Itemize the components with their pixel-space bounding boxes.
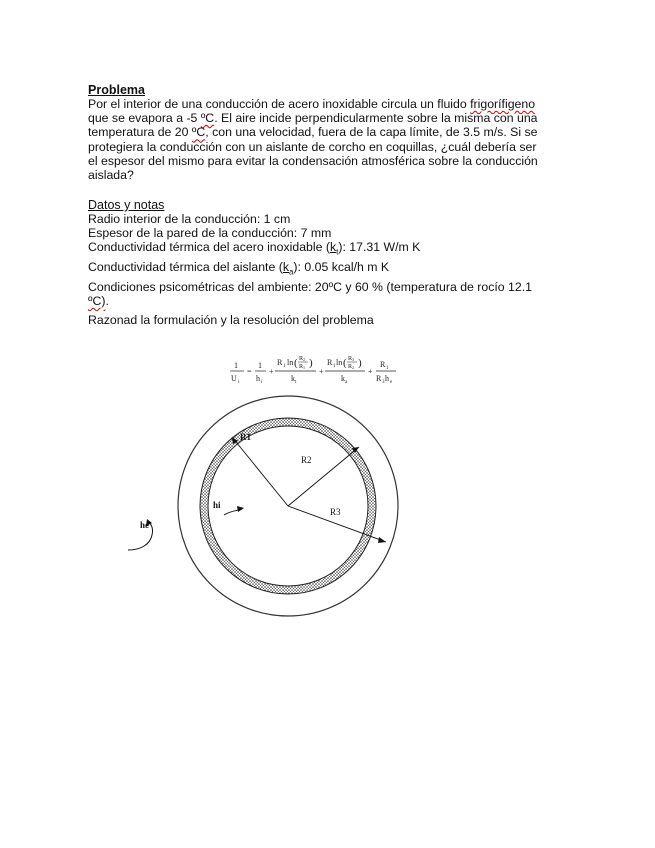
svg-text:t: t [295, 380, 297, 385]
svg-text:i: i [238, 380, 240, 385]
svg-text:k: k [291, 374, 295, 383]
svg-text:i: i [261, 380, 263, 385]
label-r2: R2 [301, 455, 312, 465]
svg-text:1: 1 [303, 365, 305, 370]
svg-text:e: e [390, 380, 393, 385]
data-list [88, 212, 568, 308]
label-r1: R1 [240, 432, 251, 442]
data-line-radius: Radio interior de la conducción: 1 cm [88, 212, 291, 226]
data-line-thickness: Espesor de la pared de la conducción: 7 mm [88, 226, 332, 241]
svg-text:R: R [327, 358, 333, 367]
svg-text:1: 1 [258, 361, 262, 370]
problem-line-3: temperatura de 20 ºC, con una velocidad, fuera de la capa límite, de 3.5 m/s. Si se [88, 125, 538, 140]
svg-text:2: 2 [303, 357, 305, 362]
svg-text:): ) [358, 357, 362, 369]
svg-text:ln: ln [336, 358, 343, 367]
svg-text:3: 3 [352, 357, 354, 362]
pipe-cross-section-diagram [120, 385, 420, 625]
svg-text:+: + [319, 367, 324, 376]
data-line-psychro: Condiciones psicométricas del ambiente: 20ºC y 60 % (temperatura de rocío 12.1 [88, 279, 532, 294]
label-r3: R3 [330, 507, 341, 517]
label-he: he [140, 520, 149, 530]
svg-text:h: h [256, 374, 260, 383]
data-line-psychro-end: ºC). [88, 293, 109, 308]
svg-text:a: a [345, 380, 348, 385]
svg-text:h: h [385, 374, 389, 383]
svg-text:1: 1 [283, 364, 286, 369]
svg-text:R: R [376, 374, 382, 383]
problem-heading: Problema [88, 83, 145, 97]
data-heading: Datos y notas [88, 198, 165, 212]
svg-text:R: R [299, 356, 304, 362]
svg-text:R: R [348, 364, 353, 370]
svg-text:(: ( [343, 357, 347, 369]
svg-text:+: + [269, 367, 274, 376]
svg-text:1: 1 [234, 361, 238, 370]
svg-text:): ) [309, 357, 313, 369]
misspelled-word: frigorífigeno [470, 97, 536, 111]
problem-line-2: que se evapora a -5 ºC. El aire incide perpendicularmente sobre la misma con una [88, 111, 538, 126]
svg-text:R: R [299, 364, 304, 370]
svg-text:R: R [348, 356, 353, 362]
svg-text:+: + [368, 367, 373, 376]
svg-text:(: ( [294, 357, 298, 369]
svg-text:U: U [231, 374, 237, 383]
svg-text:3: 3 [382, 380, 385, 385]
svg-text:ln: ln [287, 358, 294, 367]
problem-line-5: el espesor del mismo para evitar la condensación atmosférica sobre la conducción [88, 153, 538, 168]
problem-line-4: protegiera la conducción con un aislante de corcho en coquillas, ¿cuál debería ser [88, 139, 537, 154]
svg-text:1: 1 [386, 366, 389, 371]
radius-r2-line [288, 447, 359, 506]
problem-line-1: Por el interior de una conducción de acero inoxidable circula un fluido frigorífigeno [88, 97, 536, 111]
svg-text:R: R [277, 358, 283, 367]
svg-text:k: k [341, 374, 345, 383]
svg-text:2: 2 [352, 365, 354, 370]
svg-text:R: R [380, 360, 386, 369]
instruction-text: Razonad la formulación y la resolución del problema [88, 313, 374, 327]
problem-paragraph [88, 97, 568, 182]
label-hi: hi [213, 500, 221, 510]
data-line-ka: Conductividad térmica del aislante $(k_a)$: 0.05 kcal/h m K [88, 260, 390, 277]
problem-line-6: aislada? [88, 168, 134, 183]
data-line-kt: Conductividad térmica del acero inoxidable $(k_t)$: 17.31 W/m K [88, 240, 421, 257]
radius-r1-line [232, 437, 288, 506]
svg-text:=: = [247, 367, 252, 376]
svg-text:1: 1 [333, 364, 336, 369]
